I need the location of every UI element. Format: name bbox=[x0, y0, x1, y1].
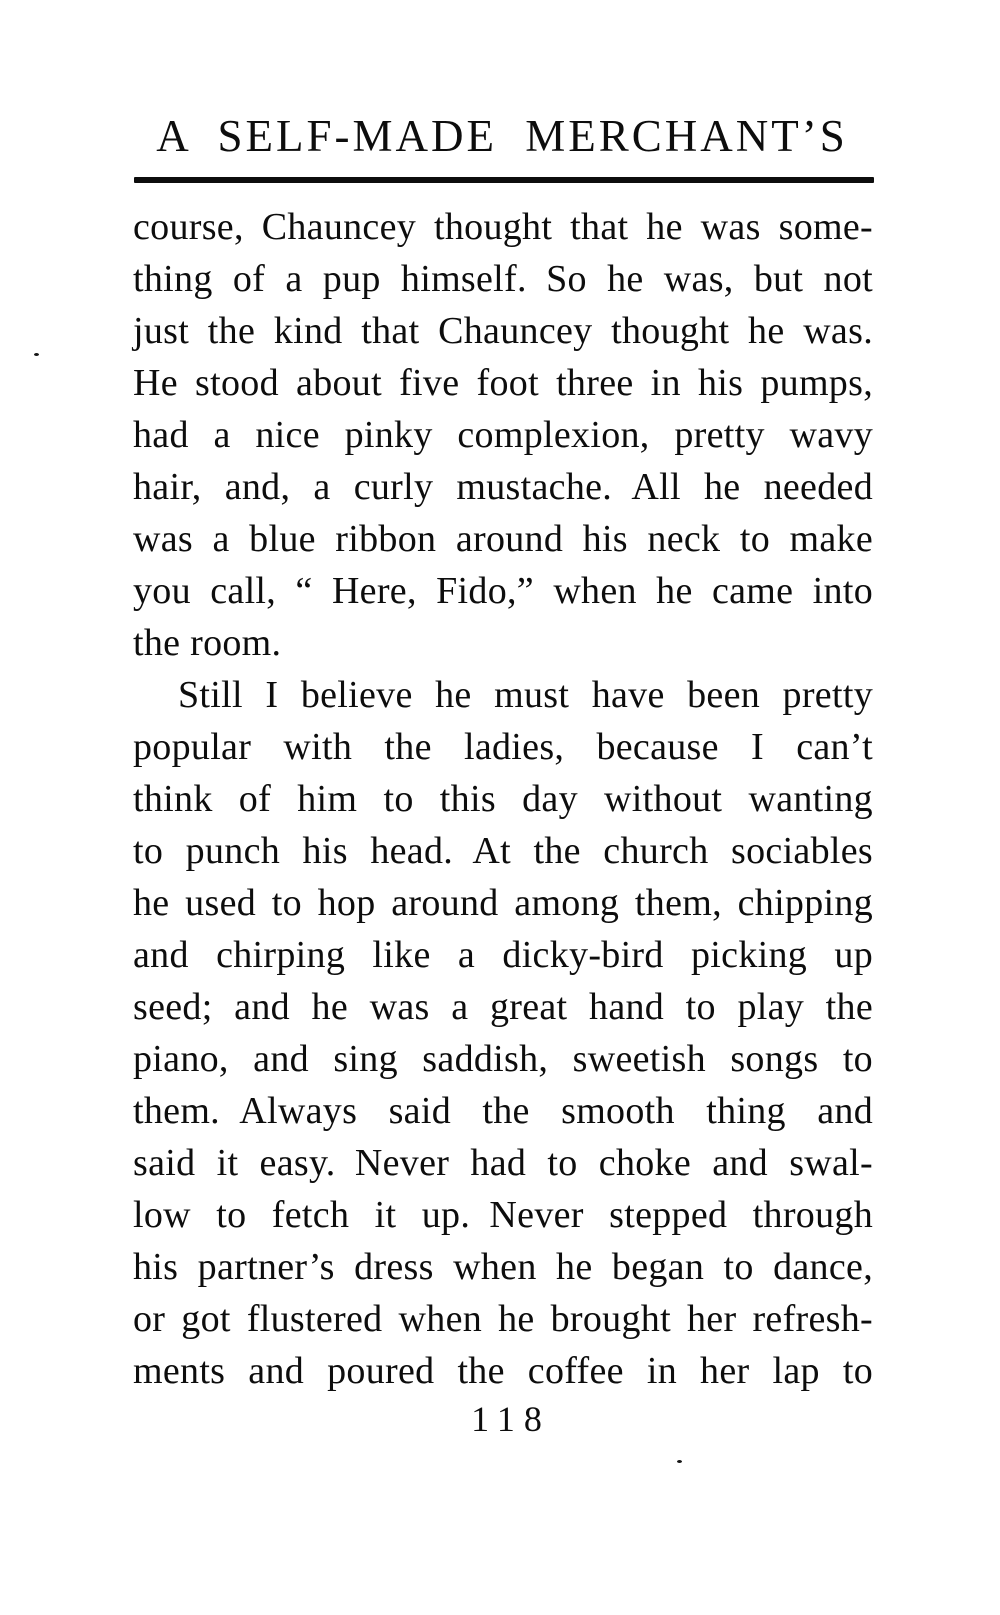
ink-speck bbox=[34, 353, 39, 356]
text-line: piano, and sing saddish, sweetish songs to bbox=[133, 1038, 873, 1080]
text-line: ments and poured the coffee in her lap to bbox=[133, 1350, 873, 1392]
text-line: think of him to this day without wanting bbox=[133, 778, 873, 820]
text-line: them. Always said the smooth thing and bbox=[133, 1090, 873, 1132]
text-line: seed; and he was a great hand to play the bbox=[133, 986, 873, 1028]
text-line: he used to hop around among them, chipping bbox=[133, 882, 873, 924]
text-line: was a blue ribbon around his neck to make bbox=[133, 518, 873, 560]
running-header: A SELF-MADE MERCHANT’S bbox=[156, 111, 848, 161]
text-line: had a nice pinky complexion, pretty wavy bbox=[133, 414, 873, 456]
text-line: low to fetch it up. Never stepped through bbox=[133, 1194, 873, 1236]
text-line: hair, and, a curly mustache. All he needed bbox=[133, 466, 873, 508]
text-line: his partner’s dress when he began to dance, bbox=[133, 1246, 873, 1288]
text-line: to punch his head. At the church sociables bbox=[133, 830, 873, 872]
page-body bbox=[133, 201, 873, 1397]
text-line: thing of a pup himself. So he was, but not bbox=[133, 258, 873, 300]
text-line: popular with the ladies, because I can’t bbox=[133, 726, 873, 768]
text-line: course, Chauncey thought that he was some- bbox=[133, 206, 873, 248]
text-line: the room. bbox=[133, 622, 282, 664]
ink-speck bbox=[677, 1460, 682, 1463]
header-rule bbox=[134, 177, 874, 183]
text-line: you call, “ Here, Fido,” when he came into bbox=[133, 570, 873, 612]
text-line: Still I believe he must have been pretty bbox=[178, 674, 873, 716]
page-number: 118 bbox=[471, 1399, 551, 1439]
text-line: He stood about five foot three in his pumps, bbox=[133, 362, 873, 404]
text-line: just the kind that Chauncey thought he was. bbox=[133, 310, 873, 352]
text-line: and chirping like a dicky-bird picking up bbox=[133, 934, 873, 976]
text-line: or got flustered when he brought her refresh- bbox=[133, 1298, 873, 1340]
text-line: said it easy. Never had to choke and swal- bbox=[133, 1142, 873, 1184]
